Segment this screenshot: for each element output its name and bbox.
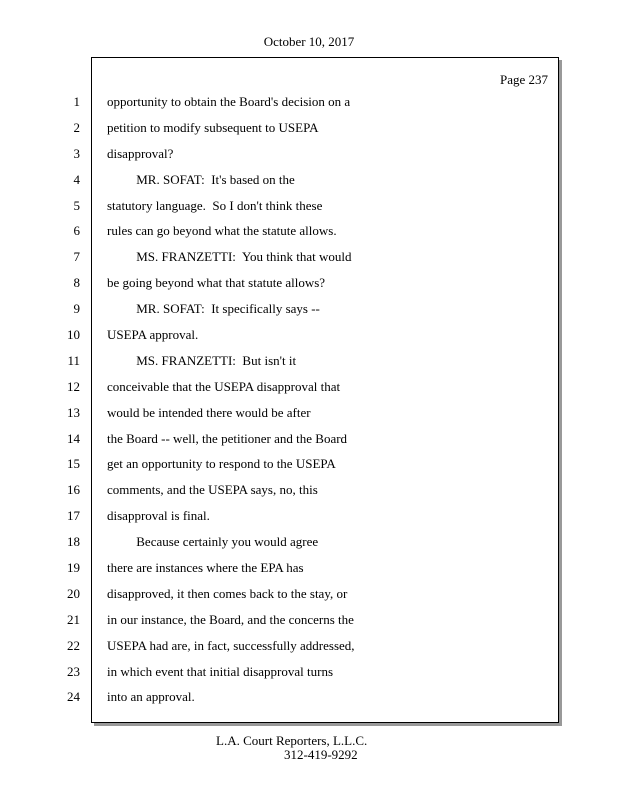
transcript-line: USEPA had are, in fact, successfully addressed, bbox=[107, 637, 355, 653]
line-number: 1 bbox=[73, 94, 80, 109]
transcript-line: disapproved, it then comes back to the stay, or bbox=[107, 585, 348, 601]
reporter-phone: 312-419-9292 bbox=[284, 747, 358, 762]
line-number: 13 bbox=[67, 404, 80, 420]
line-number: 16 bbox=[67, 482, 80, 498]
line-number: 7 bbox=[73, 249, 80, 265]
transcript-line: the Board -- well, the petitioner and the Board bbox=[107, 430, 348, 446]
transcript-line: into an approval. bbox=[107, 689, 195, 705]
transcript-line: rules can go beyond what the statute allows. bbox=[107, 223, 337, 239]
line-number: 15 bbox=[67, 456, 80, 472]
reporter-company: L.A. Court Reporters, L.L.C. bbox=[216, 733, 368, 748]
line-number: 6 bbox=[73, 223, 80, 239]
transcript-line: opportunity to obtain the Board's decision on a bbox=[107, 94, 351, 109]
transcript-line: Because certainly you would agree bbox=[107, 534, 319, 550]
transcript-line: petition to modify subsequent to USEPA bbox=[107, 119, 319, 135]
transcript-line: disapproval is final. bbox=[107, 508, 210, 524]
transcript-text-column bbox=[107, 93, 547, 714]
line-number: 19 bbox=[67, 560, 80, 576]
transcript-line: MR. SOFAT: It's based on the bbox=[107, 171, 295, 187]
transcript-line: would be intended there would be after bbox=[107, 404, 311, 420]
line-number: 12 bbox=[67, 378, 80, 394]
transcript-line: USEPA approval. bbox=[107, 327, 199, 343]
transcript-line: statutory language. So I don't think these bbox=[107, 197, 323, 213]
line-number: 20 bbox=[67, 585, 80, 601]
transcript-line: in which event that initial disapproval turns bbox=[107, 663, 334, 679]
transcript-line: disapproval? bbox=[107, 145, 174, 161]
transcript-date: October 10, 2017 bbox=[263, 34, 355, 49]
line-number: 9 bbox=[73, 301, 80, 317]
page-number: Page 237 bbox=[499, 72, 548, 87]
line-number: 3 bbox=[73, 145, 80, 161]
line-number: 5 bbox=[73, 197, 80, 213]
transcript-line: MR. SOFAT: It specifically says -- bbox=[107, 301, 320, 317]
transcript-line: MS. FRANZETTI: But isn't it bbox=[107, 352, 297, 368]
transcript-line: there are instances where the EPA has bbox=[107, 560, 304, 576]
line-number: 11 bbox=[67, 352, 80, 368]
line-number: 14 bbox=[67, 430, 80, 446]
line-number: 23 bbox=[67, 663, 80, 679]
line-number: 4 bbox=[73, 171, 80, 187]
line-number: 10 bbox=[67, 327, 80, 343]
transcript-line: get an opportunity to respond to the USEPA bbox=[107, 456, 336, 472]
line-number-column bbox=[0, 93, 80, 714]
transcript-line: in our instance, the Board, and the concerns the bbox=[107, 611, 354, 627]
transcript-line: MS. FRANZETTI: You think that would bbox=[107, 249, 352, 265]
transcript-line: be going beyond what that statute allows? bbox=[107, 275, 326, 291]
line-number: 2 bbox=[73, 119, 80, 135]
transcript-line: comments, and the USEPA says, no, this bbox=[107, 482, 318, 498]
transcript-line: conceivable that the USEPA disapproval that bbox=[107, 378, 341, 394]
line-number: 17 bbox=[67, 508, 80, 524]
line-number: 22 bbox=[67, 637, 80, 653]
line-number: 21 bbox=[67, 611, 80, 627]
line-number: 24 bbox=[67, 689, 80, 705]
line-number: 8 bbox=[73, 275, 80, 291]
line-number: 18 bbox=[67, 534, 80, 550]
